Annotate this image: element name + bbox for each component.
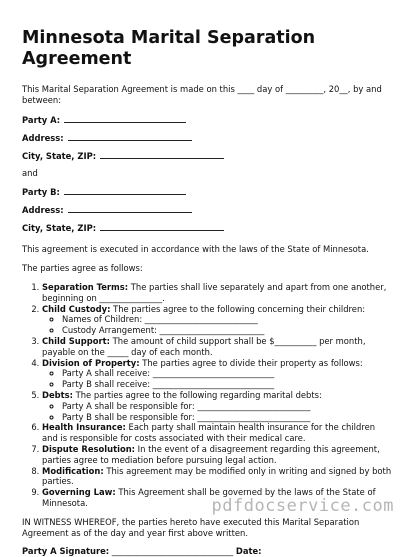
witness-paragraph: IN WITNESS WHEREOF, the parties hereto have executed this Marital Separation Agreement as of the day and year first above written. [22, 516, 360, 538]
term-item [42, 390, 392, 422]
party-a-name-line [64, 114, 186, 123]
term-item [42, 336, 392, 358]
party-a-address-label: Address: [22, 132, 64, 143]
term-text: In the event of a disagreement regarding this agreement, parties agree to mediation before pursuing legal action. [42, 443, 380, 465]
watermark-logo: pdfdocservice.com [211, 496, 394, 516]
term-item [42, 282, 392, 304]
term-text: This agreement may be modified only in writing and signed by both parties. [42, 465, 392, 487]
party-b-city-line [100, 222, 224, 231]
term-label: Child Custody: [42, 303, 111, 314]
term-item [42, 466, 392, 488]
term-text: The parties agree to the following concerning their children: [110, 303, 366, 314]
term-label: Child Support: [42, 335, 110, 346]
term-text: The parties agree to divide their property as follows: [139, 357, 363, 368]
party-a-city-line [100, 150, 224, 159]
term-item [42, 422, 392, 444]
term-item [42, 304, 392, 336]
party-b-name-field [22, 186, 392, 204]
and-text: and [22, 167, 38, 178]
term-item [42, 444, 392, 466]
party-b-address-label: Address: [22, 205, 64, 216]
sub-item: ◦ Names of Children: ___________________________ [62, 314, 392, 325]
party-b-city-label: City, State, ZIP: [22, 223, 97, 234]
term-label: Debts: [42, 389, 73, 400]
term-label: Dispute Resolution: [42, 443, 136, 454]
party-a-name-field [22, 114, 392, 132]
party-b-city-field [22, 222, 392, 240]
sub-item: ◦ Party A shall receive: _____________________________ [62, 368, 392, 379]
party-b-address-line [68, 204, 192, 213]
term-label: Modification: [42, 465, 104, 476]
party-b-address-field [22, 204, 392, 222]
signature-blank: _____________________________ [111, 546, 234, 557]
term-item [42, 358, 392, 390]
terms-list [22, 282, 392, 509]
sub-list [42, 401, 392, 423]
party-a-city-label: City, State, ZIP: [22, 150, 97, 161]
date-label: Date: [235, 546, 262, 557]
sub-list [42, 368, 392, 390]
term-text: This Agreement shall be governed by the laws of the State of Minnesota. [42, 487, 376, 508]
term-label: Health Insurance: [42, 422, 126, 433]
term-text: The parties agree to the following regarding marital debts: [72, 389, 322, 400]
agree-paragraph: The parties agree as follows: [22, 263, 143, 274]
signature-line [22, 546, 392, 557]
term-text: Each party shall maintain health insurance for the children and is responsible for costs associated with their medical care. [42, 422, 376, 444]
term-label: Separation Terms: [42, 281, 129, 292]
party-b-name-line [64, 186, 186, 195]
document-title: Minnesota Marital Separation Agreement [22, 28, 316, 69]
sub-item: ◦ Party A shall be responsible for: ___________________________ [62, 401, 392, 412]
term-label: Governing Law: [42, 487, 116, 498]
law-paragraph: This agreement is executed in accordance with the laws of the State of Minnesota. [22, 244, 369, 255]
party-a-city-field [22, 150, 392, 168]
term-text: The amount of child support shall be $__________ per month, payable on the _____ day of each month. [42, 335, 366, 357]
party-a-address-field [22, 132, 392, 150]
sub-item: ◦ Custody Arrangement: _________________________ [62, 325, 392, 336]
document-page [22, 28, 392, 557]
sub-list [42, 314, 392, 336]
sub-item: ◦ Party B shall receive: _____________________________ [62, 379, 392, 390]
party-a-name-label: Party A: [22, 114, 61, 125]
term-text: The parties shall live separately and apart from one another, beginning on _______________. [42, 281, 387, 303]
term-label: Division of Property: [42, 357, 140, 368]
intro-paragraph: This Marital Separation Agreement is made on this ____ day of _________, 20__, by and between: [22, 84, 382, 105]
signature-label: Party A Signature: [22, 546, 110, 557]
party-b-name-label: Party B: [22, 187, 60, 198]
sub-item: ◦ Party B shall be responsible for: ___________________________ [62, 412, 392, 423]
party-a-address-line [68, 132, 192, 141]
